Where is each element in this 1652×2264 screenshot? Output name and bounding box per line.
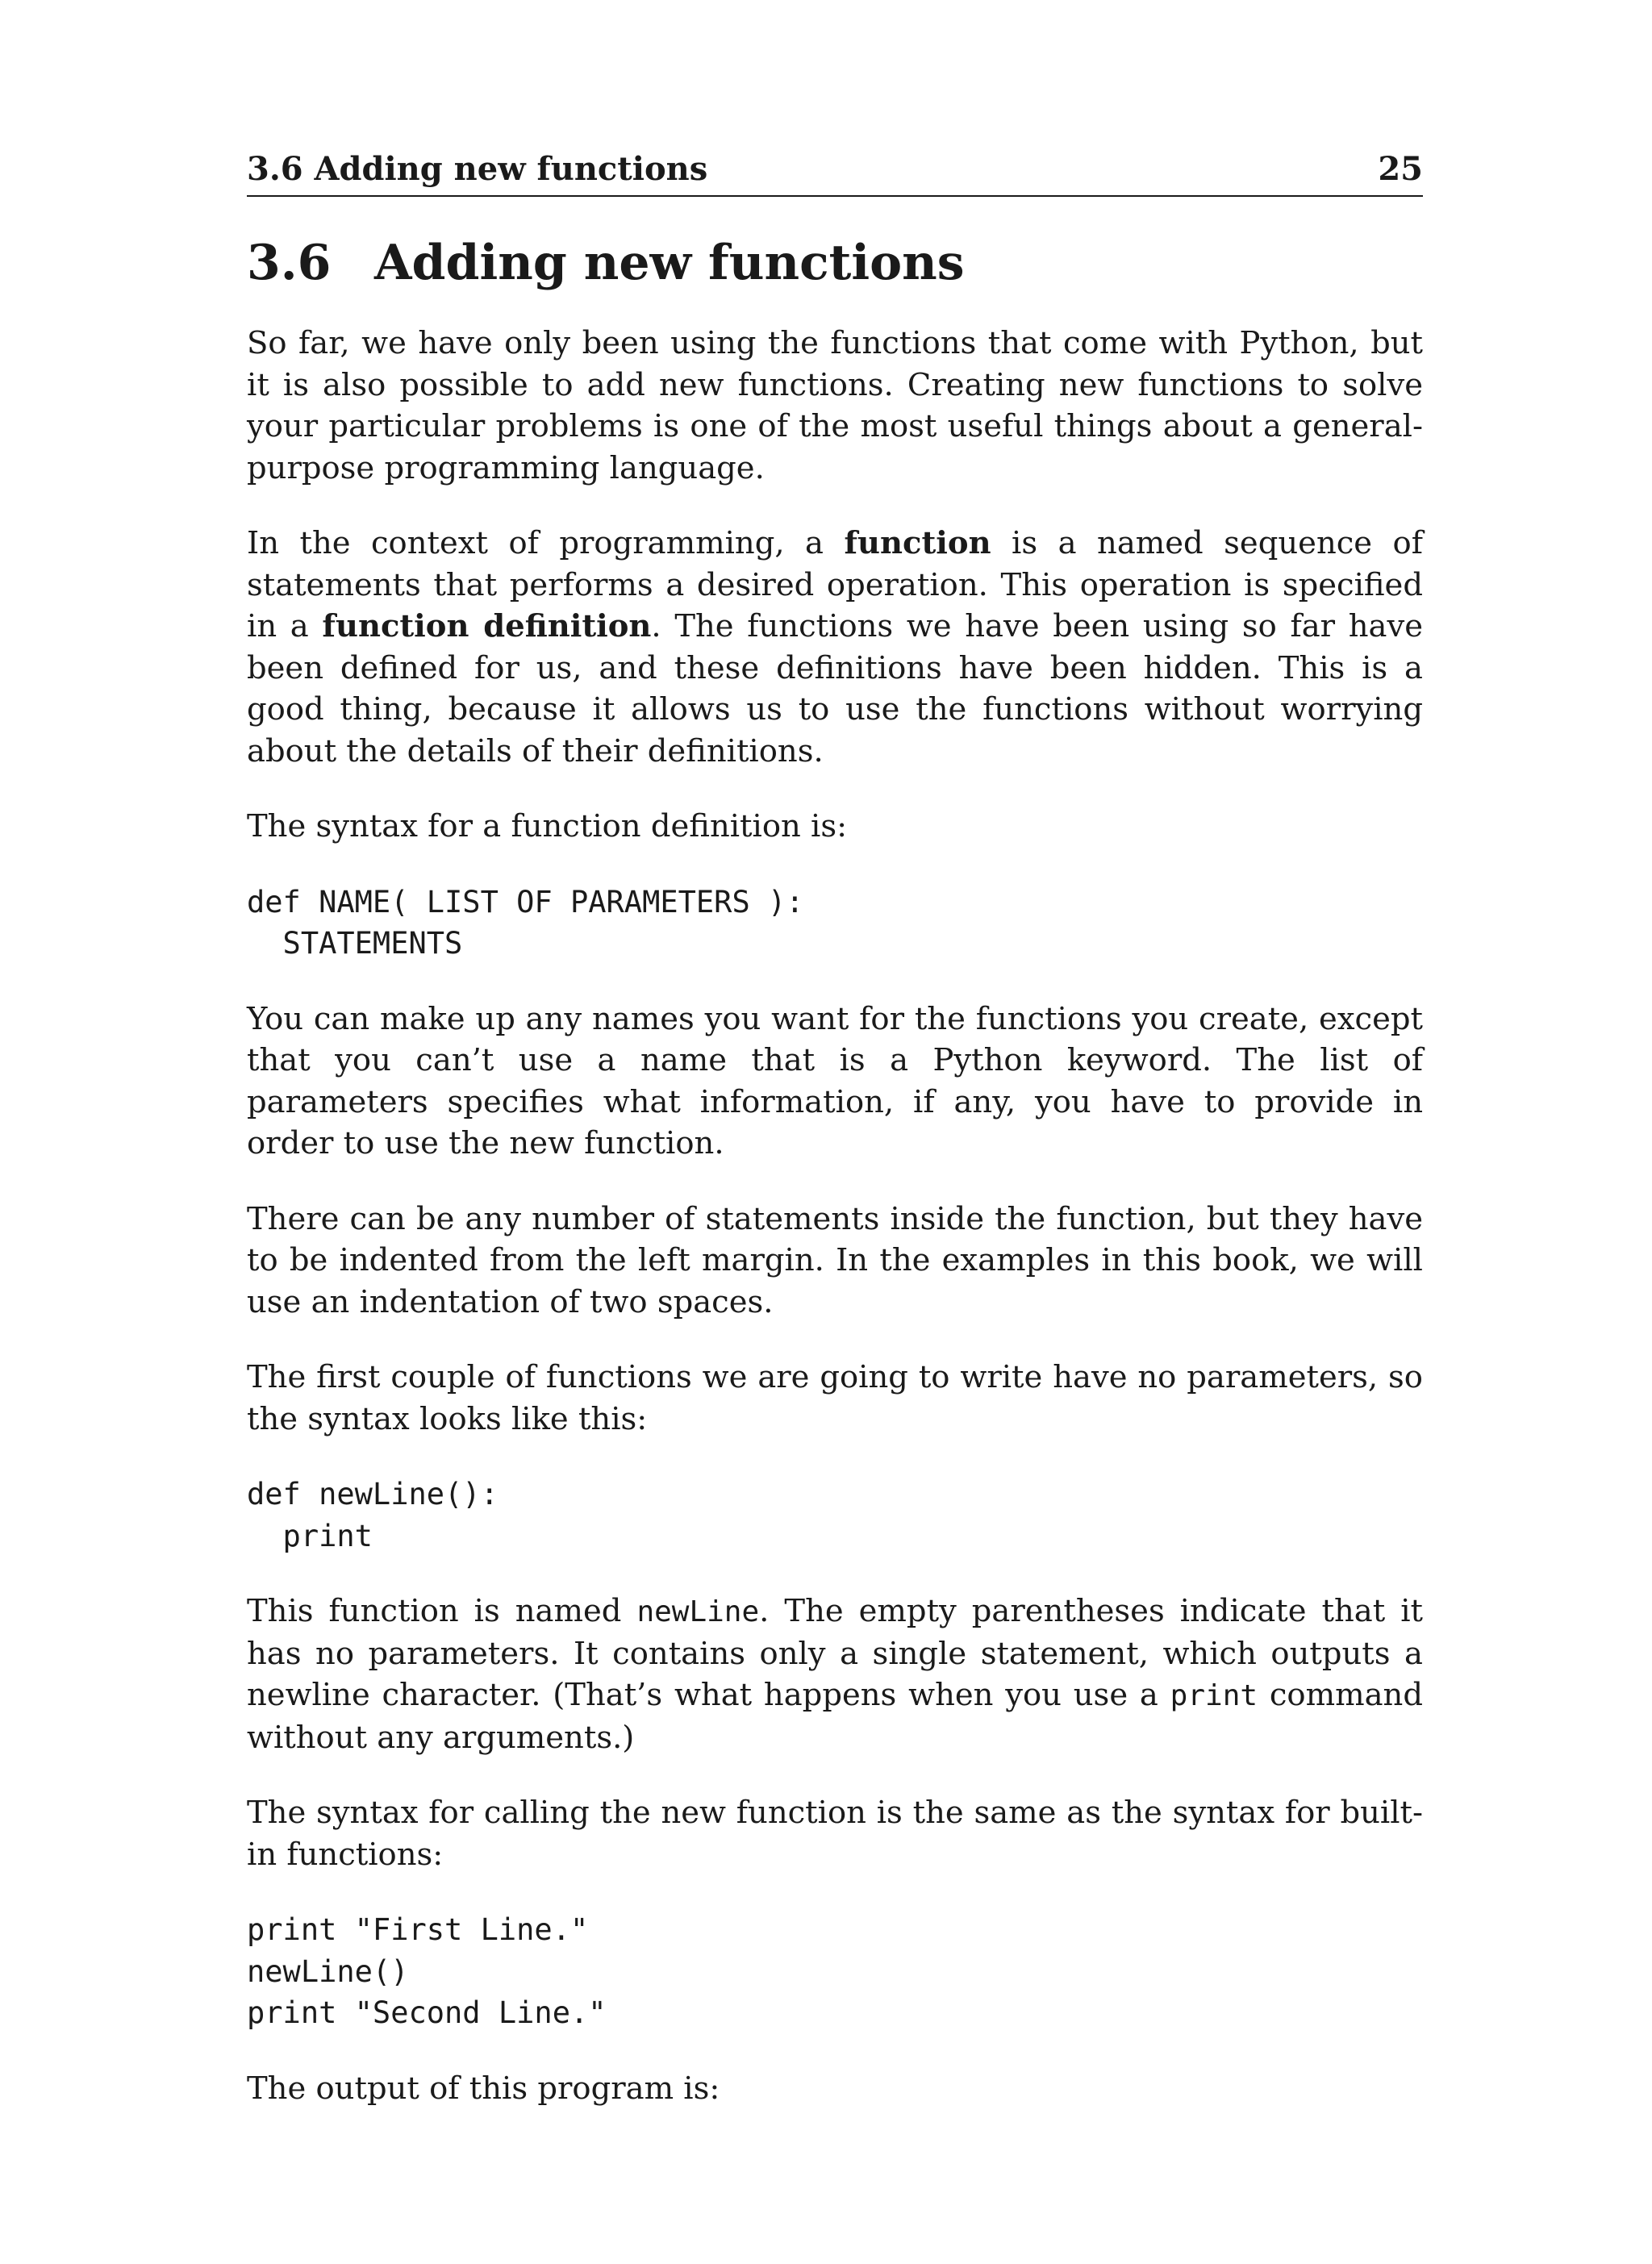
code-block-syntax: def NAME( LIST OF PARAMETERS ): STATEMENTS [247, 884, 804, 961]
paragraph-syntax-intro: The syntax for a function definition is: [247, 808, 848, 844]
text-run: . The functions we have been using so far have been defined for us, and these definitions have been hidden. This is a good thing, because it allows us to use the functions without worrying about the details of their definitions. [247, 608, 1424, 769]
paragraph-output: The output of this program is: [247, 2070, 720, 2107]
code-block-calling: print "First Line." newLine() print "Second Line." [247, 1912, 607, 2030]
page-number: 25 [1378, 150, 1423, 188]
term-function-definition: function definition [322, 608, 652, 644]
text-run: is a named sequence of statements that performs a desired operation. This operation is specified in a [247, 525, 1423, 644]
inline-code-newline: newLine [636, 1595, 760, 1628]
inline-code-print: print [1170, 1679, 1258, 1712]
text-run: . The empty parentheses indicate that it has no parameters. It contains only a single statement, which outputs a newline character. (That’s what happens when you use a [247, 1593, 1423, 1713]
text-run: In the context of programming, a [247, 525, 845, 561]
paragraph-calling-syntax: The syntax for calling the new function is the same as the syntax for built-in functions: [247, 1795, 1423, 1873]
paragraph-function-definition [247, 523, 1423, 772]
running-header [247, 148, 1423, 197]
paragraph-newline-explanation [247, 1591, 1423, 1758]
paragraph-intro: So far, we have only been using the functions that come with Python, but it is also possible to add new functions. Creating new functions to solve your particular problems is one of the most useful things about a general-purpose programming language. [247, 325, 1423, 486]
section-title: Adding new functions [374, 235, 965, 291]
term-function: function [844, 525, 991, 561]
text-run: This function is named [247, 1593, 637, 1629]
text-run: command without any arguments.) [247, 1677, 1423, 1756]
paragraph-names: You can make up any names you want for the functions you create, except that you can’t use a name that is a Python keyword. The list of parameters specifies what information, if any, you have to provide in order to use the new function. [247, 1000, 1423, 1161]
paragraph-indentation: There can be any number of statements inside the function, but they have to be indented from the left margin. In the examples in this book, we will use an indentation of two spaces. [247, 1200, 1423, 1320]
section-heading [247, 232, 1423, 294]
code-block-newline: def newLine(): print [247, 1477, 499, 1553]
paragraph-no-parameters: The first couple of functions we are going to write have no parameters, so the syntax looks like this: [247, 1359, 1423, 1437]
section-number: 3.6 [247, 235, 332, 291]
running-header-section: 3.6 Adding new functions [247, 150, 708, 188]
book-page [247, 148, 1423, 2109]
